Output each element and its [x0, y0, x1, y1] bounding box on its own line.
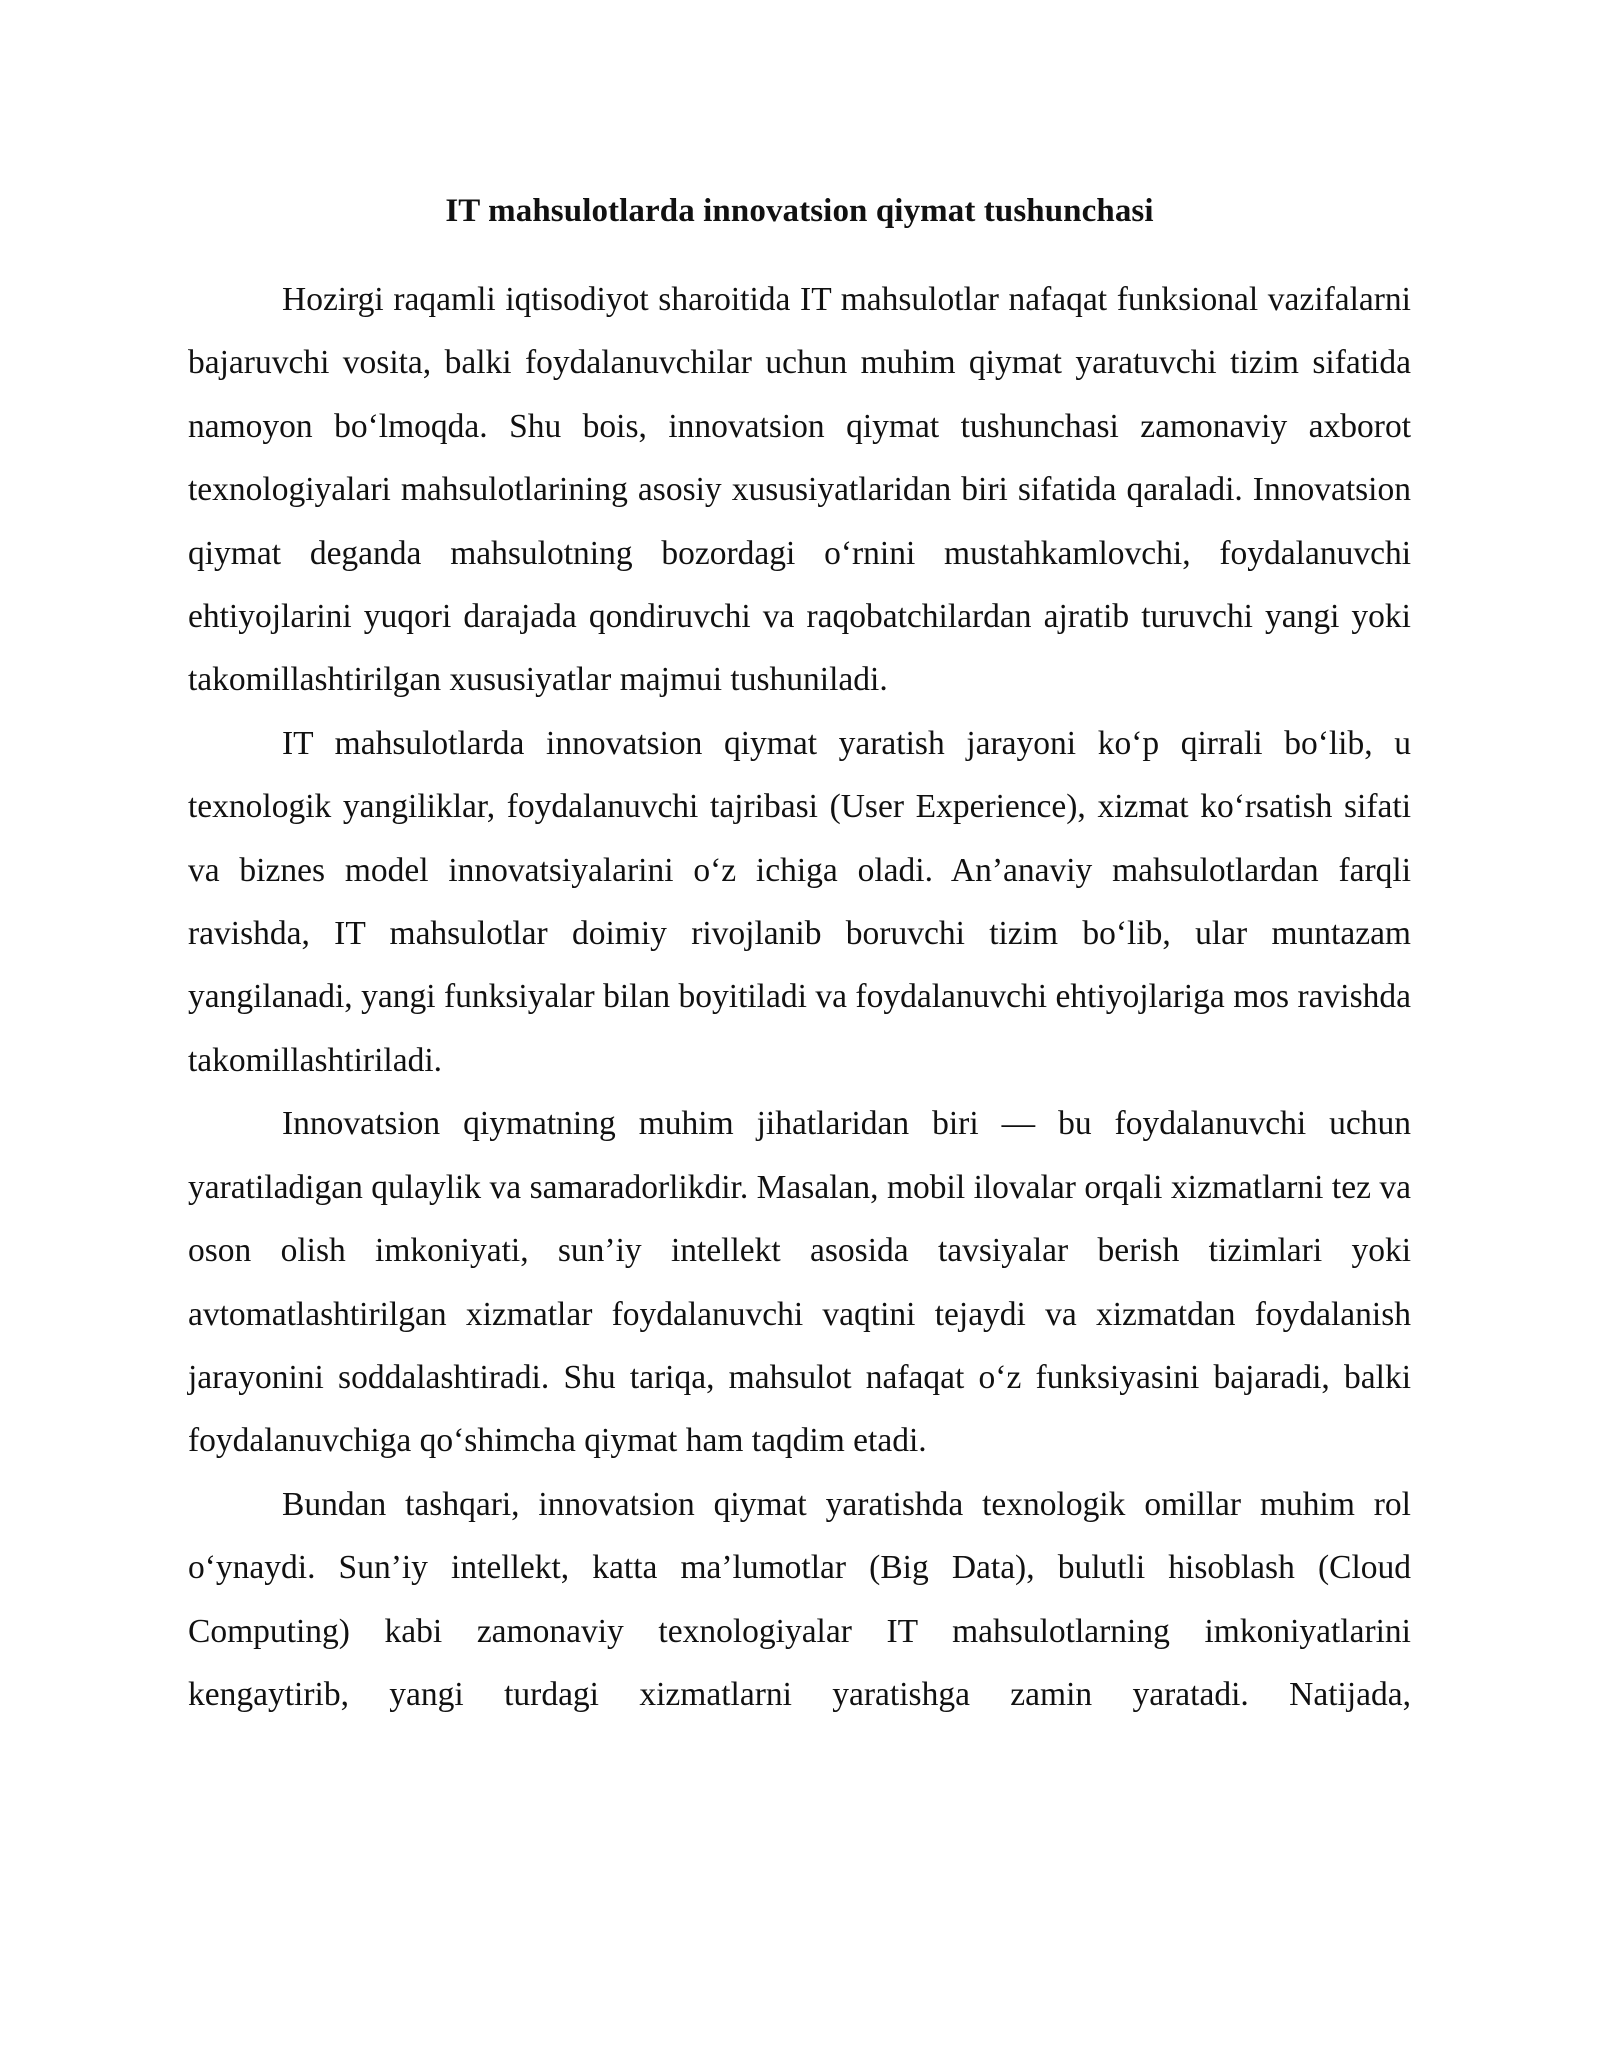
paragraph-4: Bundan tashqari, innovatsion qiymat yaratishda texnologik omillar muhim rol o‘ynaydi. Sun’iy intellekt, katta ma’lumotlar (Big Data), bulutli hisoblash (Cloud Computing) kabi zamonaviy texnologiyalar IT mahsulotlarning imkoniyatlarini kengaytirib, yangi turdagi xizmatlarni yaratishga zamin yaratadi. Natijada,: [188, 1485, 1411, 1713]
paragraph-3: Innovatsion qiymatning muhim jihatlaridan biri — bu foydalanuvchi uchun yaratiladigan qulaylik va samaradorlikdir. Masalan, mobil ilovalar orqali xizmatlarni tez va oson olish imkoniyati, sun’iy intellekt asosida tavsiyalar berish tizimlari yoki avtomatlashtirilgan xizmatlar foydalanuvchi vaqtini tejaydi va xizmatdan foydalanish jarayonini soddalashtiradi. Shu tariqa, mahsulot nafaqat o‘z funksiyasini bajaradi, balki foydalanuvchiga qo‘shimcha qiymat ham taqdim etadi.: [188, 1105, 1411, 1460]
paragraph-2: IT mahsulotlarda innovatsion qiymat yaratish jarayoni ko‘p qirrali bo‘lib, u texnologik yangiliklar, foydalanuvchi tajribasi (User Experience), xizmat ko‘rsatish sifati va biznes model innovatsiyalarini o‘z ichiga oladi. An’anaviy mahsulotlardan farqli ravishda, IT mahsulotlar doimiy rivojlanib boruvchi tizim bo‘lib, ular muntazam yangilanadi, yangi funksiyalar bilan boyitiladi va foydalanuvchi ehtiyojlariga mos ravishda takomillashtiriladi.: [188, 724, 1411, 1079]
document-body: [188, 186, 1411, 1726]
document-title: IT mahsulotlarda innovatsion qiymat tushunchasi: [445, 193, 1154, 229]
paragraph-1: Hozirgi raqamli iqtisodiyot sharoitida IT mahsulotlar nafaqat funksional vazifalarni bajaruvchi vosita, balki foydalanuvchilar uchun muhim qiymat yaratuvchi tizim sifatida namoyon bo‘lmoqda. Shu bois, innovatsion qiymat tushunchasi zamonaviy axborot texnologiyalari mahsulotlarining asosiy xususiyatlaridan biri sifatida qaraladi. Innovatsion qiymat deganda mahsulotning bozordagi o‘rnini mustahkamlovchi, foydalanuvchi ehtiyojlarini yuqori darajada qondiruvchi va raqobatchilardan ajratib turuvchi yangi yoki takomillashtirilgan xususiyatlar majmui tushuniladi.: [188, 281, 1411, 699]
